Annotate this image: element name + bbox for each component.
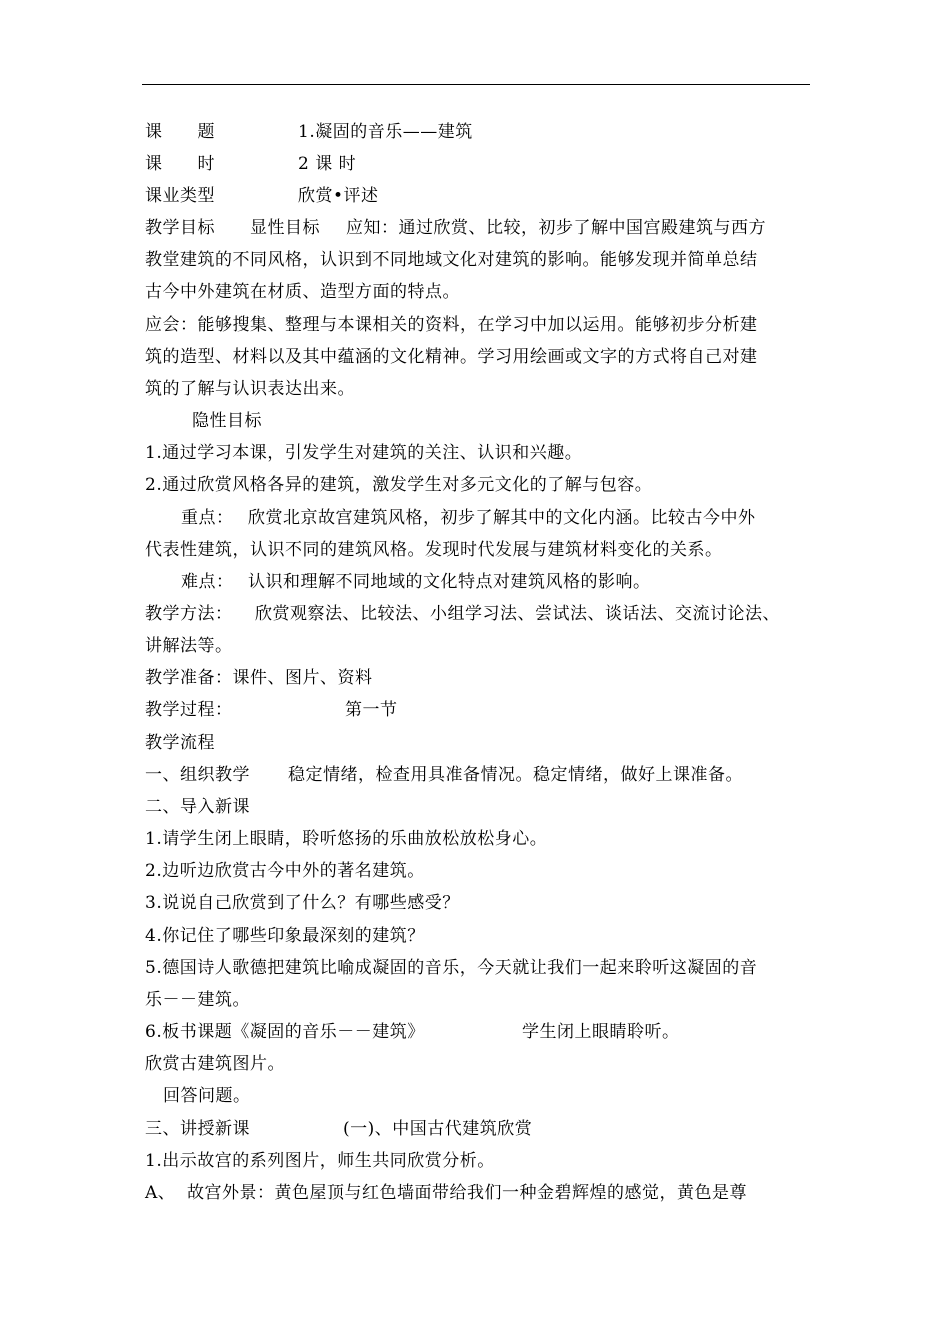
explicit-label: 显性目标	[250, 218, 320, 238]
teach-a-text: 故宫外景：黄色屋顶与红色墙面带给我们一种金碧辉煌的感觉，黄色是尊	[187, 1183, 747, 1203]
type-label: 课业类型	[145, 186, 215, 206]
hard-label: 难点：	[181, 572, 234, 592]
type-value: 欣赏•评述	[298, 186, 379, 206]
implicit-item-2: 2.通过欣赏风格各异的建筑，激发学生对多元文化的了解与包容。	[145, 475, 653, 495]
process-label: 教学过程：	[145, 700, 233, 720]
key-label: 重点：	[181, 508, 234, 528]
hours-value: 2 课 时	[298, 154, 357, 174]
can-line-1: 应会：能够搜集、整理与本课相关的资料，在学习中加以运用。能够初步分析建	[145, 315, 758, 335]
can-line-3: 筑的了解与认识表达出来。	[145, 379, 355, 399]
intro-item-4: 4.你记住了哪些印象最深刻的建筑？	[145, 926, 425, 946]
know-line-2: 教堂建筑的不同风格，认识到不同地域文化对建筑的影响。能够发现并简单总结	[145, 250, 758, 270]
student-activity-2: 欣赏古建筑图片。	[145, 1054, 285, 1074]
implicit-item-1: 1.通过学习本课，引发学生对建筑的关注、认识和兴趣。	[145, 443, 583, 463]
teach-a-label: A、	[145, 1183, 176, 1203]
teach-item-1: 1.出示故宫的系列图片，师生共同欣赏分析。	[145, 1151, 495, 1171]
implicit-label: 隐性目标	[192, 411, 262, 431]
intro-item-5-line-1: 5.德国诗人歌德把建筑比喻成凝固的音乐，今天就让我们一起来聆听这凝固的音	[145, 958, 758, 978]
know-line-1: 应知：通过欣赏、比较，初步了解中国宫殿建筑与西方	[346, 218, 766, 238]
key-line-1: 欣赏北京故宫建筑风格，初步了解其中的文化内涵。比较古今中外	[248, 508, 756, 528]
step1-label: 一、组织教学	[145, 765, 250, 785]
intro-item-5-line-2: 乐－－建筑。	[145, 990, 250, 1010]
topic-label: 课 题	[145, 122, 215, 142]
know-line-3: 古今中外建筑在材质、造型方面的特点。	[145, 282, 460, 302]
header-rule	[142, 84, 810, 85]
step3-subheading: (一)、中国古代建筑欣赏	[343, 1119, 533, 1139]
student-activity-3: 回答问题。	[163, 1086, 251, 1106]
hard-text: 认识和理解不同地域的文化特点对建筑风格的影响。	[248, 572, 651, 592]
prep-line: 教学准备：课件、图片、资料	[145, 668, 373, 688]
methods-line-2: 讲解法等。	[145, 636, 233, 656]
key-line-2: 代表性建筑，认识不同的建筑风格。发现时代发展与建筑材料变化的关系。	[145, 540, 723, 560]
intro-item-1: 1.请学生闭上眼睛，聆听悠扬的乐曲放松放松身心。	[145, 829, 548, 849]
methods-line-1: 欣赏观察法、比较法、小组学习法、尝试法、谈话法、交流讨论法、	[255, 604, 780, 624]
process-section: 第一节	[345, 700, 398, 720]
step1-text: 稳定情绪，检查用具准备情况。稳定情绪，做好上课准备。	[288, 765, 743, 785]
methods-label: 教学方法：	[145, 604, 233, 624]
intro-item-6: 6.板书课题《凝固的音乐－－建筑》	[145, 1022, 425, 1042]
topic-value: 1.凝固的音乐——建筑	[298, 122, 473, 142]
objectives-label: 教学目标	[145, 218, 215, 238]
can-line-2: 筑的造型、材料以及其中蕴涵的文化精神。学习用绘画或文字的方式将自己对建	[145, 347, 758, 367]
intro-item-2: 2.边听边欣赏古今中外的著名建筑。	[145, 861, 425, 881]
step2-label: 二、导入新课	[145, 797, 250, 817]
student-activity-1: 学生闭上眼睛聆听。	[522, 1022, 680, 1042]
intro-item-3: 3.说说自己欣赏到了什么？有哪些感受？	[145, 893, 460, 913]
step3-label: 三、讲授新课	[145, 1119, 250, 1139]
flow-label: 教学流程	[145, 733, 215, 753]
hours-label: 课 时	[145, 154, 215, 174]
